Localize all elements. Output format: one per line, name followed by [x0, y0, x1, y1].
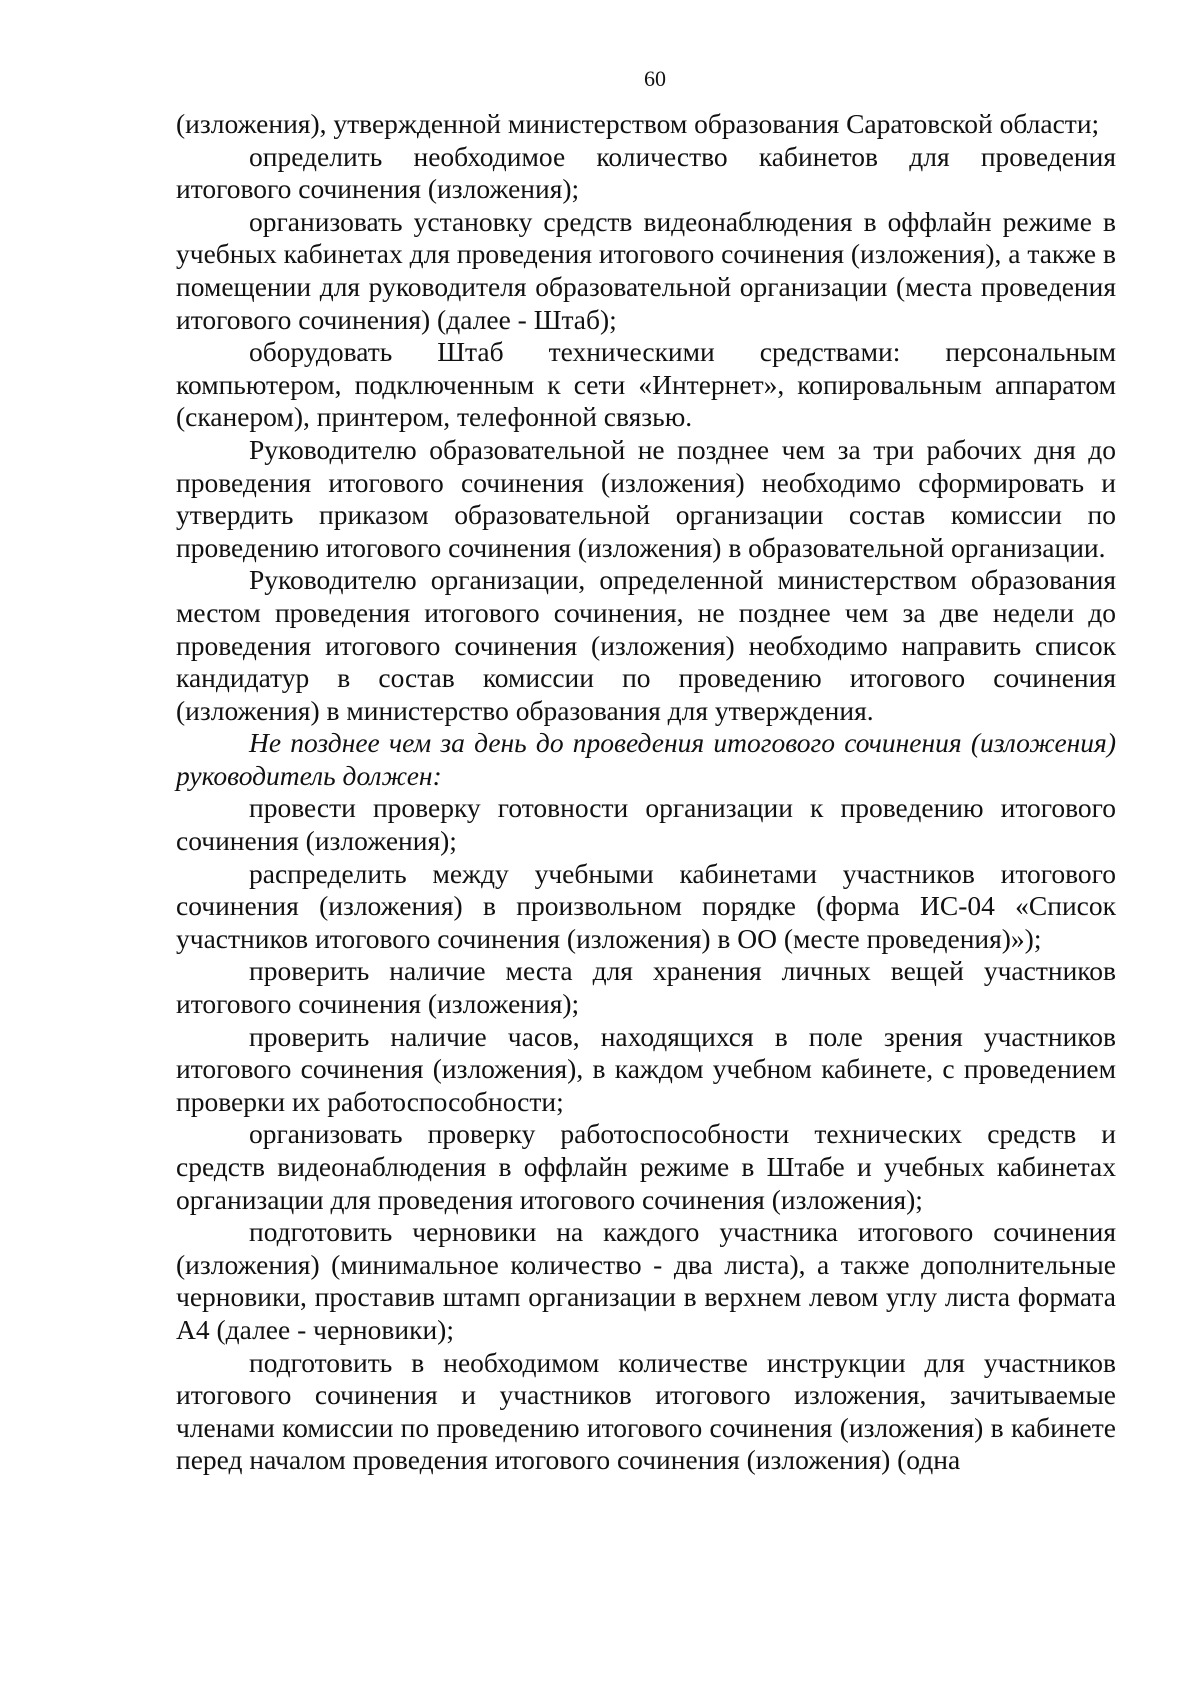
- document-body: [176, 108, 1116, 1477]
- paragraph-continuation: (изложения), утвержденной министерством образования Саратовской области;: [176, 108, 1100, 139]
- list-item-equipment-check: организовать проверку работоспособности технических средств и средств видеонаблюдения в оффлайн режиме в Штабе и учебных кабинетах организации для проведения итогового сочинения (изложения);: [176, 1118, 1116, 1215]
- paragraph-italic-heading: Не позднее чем за день до проведения итогового сочинения (изложения) руководитель должен:: [176, 727, 1116, 791]
- list-item-distribute-participants: распределить между учебными кабинетами участников итогового сочинения (изложения) в произвольном порядке (форма ИС-04 «Список участников итогового сочинения (изложения) в ОО (месте проведения)»);: [176, 857, 1116, 954]
- paragraph-commission-approval: Руководителю образовательной не позднее чем за три рабочих дня до проведения итогового сочинения (изложения) необходимо сформировать и утвердить приказом образовательной организации состав комиссии по проведению итогового сочинения (изложения) в образовательной организации.: [176, 433, 1116, 563]
- paragraph-candidate-list: Руководителю организации, определенной министерством образования местом проведения итогового сочинения, не позднее чем за две недели до проведения итогового сочинения (изложения) необходимо направить список кандидатур в состав комиссии по проведению итогового сочинения (изложения) в министерство образования для утверждения.: [176, 564, 1116, 726]
- list-item-video-surveillance: организовать установку средств видеонаблюдения в оффлайн режиме в учебных кабинетах для проведения итогового сочинения (изложения), а также в помещении для руководителя образовательной организации (места проведения итогового сочинения) (далее - Штаб);: [176, 205, 1116, 335]
- page-number: 60: [644, 66, 666, 91]
- list-item-storage-check: проверить наличие места для хранения личных вещей участников итогового сочинения (изложения);: [176, 955, 1116, 1020]
- list-item-drafts: подготовить черновики на каждого участника итогового сочинения (изложения) (минимальное количество - два листа), а также дополнительные черновики, проставив штамп организации в верхнем левом углу листа формата А4 (далее - черновики);: [176, 1216, 1116, 1345]
- list-item-instructions: подготовить в необходимом количестве инструкции для участников итогового сочинения и участников итогового изложения, зачитываемые членами комиссии по проведению итогового сочинения (изложения) в кабинете перед началом проведения итогового сочинения (изложения) (одна: [176, 1346, 1116, 1476]
- list-item-clock-check: проверить наличие часов, находящихся в поле зрения участников итогового сочинения (изложения), в каждом учебном кабинете, с проведением проверки их работоспособности;: [176, 1020, 1116, 1117]
- list-item-define-rooms: определить необходимое количество кабинетов для проведения итогового сочинения (изложения);: [176, 140, 1116, 205]
- list-item-readiness-check: провести проверку готовности организации к проведению итогового сочинения (изложения);: [176, 792, 1116, 857]
- list-item-equip-headquarters: оборудовать Штаб техническими средствами: персональным компьютером, подключенным к сети «Интернет», копировальным аппаратом (сканером), принтером, телефонной связью.: [176, 336, 1116, 433]
